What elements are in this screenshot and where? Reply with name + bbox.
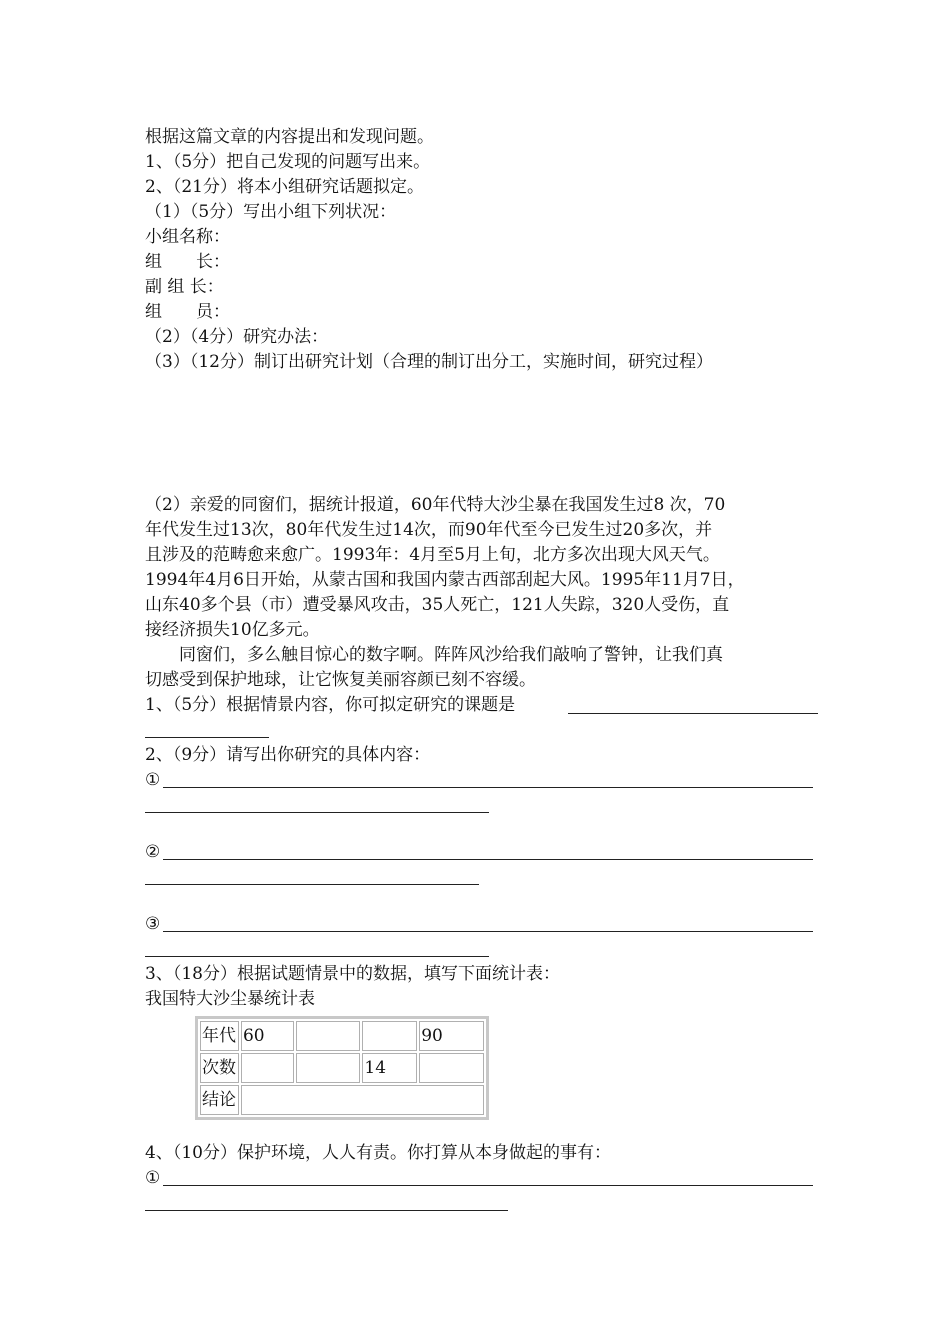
table-cell[interactable] bbox=[296, 1053, 361, 1083]
question-2-3: （3）（12分）制订出研究计划（合理的制订出分工，实施时间，研究过程） bbox=[145, 352, 713, 372]
table-row-decade bbox=[200, 1021, 484, 1051]
table-row-count bbox=[200, 1053, 484, 1083]
table-cell[interactable] bbox=[419, 1053, 484, 1083]
content-answer-line-2-cont[interactable] bbox=[145, 884, 479, 885]
passage-line: 切感受到保护地球，让它恢复美丽容颜已刻不容缓。 bbox=[145, 670, 536, 690]
answer-marker-2: ② bbox=[145, 842, 161, 862]
passage-line: 接经济损失10亿多元。 bbox=[145, 620, 320, 640]
passage-line: （2）亲爱的同窗们，据统计报道，60年代特大沙尘暴在我国发生过8 次，70 bbox=[145, 495, 726, 515]
question-2-2: （2）（4分）研究办法： bbox=[145, 327, 329, 347]
passage-line: 山东40多个县（市）遭受暴风攻击，35人死亡，121人失踪，320人受伤，直 bbox=[145, 595, 730, 615]
research-content-question: 2、（9分）请写出你研究的具体内容： bbox=[145, 745, 431, 765]
members-label: 组 员： bbox=[145, 302, 230, 322]
statistics-question: 3、（18分）根据试题情景中的数据，填写下面统计表： bbox=[145, 964, 560, 984]
passage-line: 且涉及的范畴愈来愈广。1993年：4月至5月上旬，北方多次出现大风天气。 bbox=[145, 545, 720, 565]
table-cell[interactable]: 90 bbox=[419, 1021, 484, 1051]
table-row-conclusion bbox=[200, 1085, 484, 1115]
content-answer-line-3-cont[interactable] bbox=[145, 956, 489, 957]
table-cell[interactable] bbox=[362, 1021, 417, 1051]
vice-leader-label: 副 组 长： bbox=[145, 277, 224, 297]
group-name-label: 小组名称： bbox=[145, 227, 230, 247]
table-cell[interactable]: 60 bbox=[241, 1021, 294, 1051]
research-topic-question: 1、（5分）根据情景内容，你可拟定研究的课题是 bbox=[145, 695, 516, 715]
table-cell[interactable]: 14 bbox=[362, 1053, 417, 1083]
answer-marker-1: ① bbox=[145, 770, 161, 790]
leader-label: 组 长： bbox=[145, 252, 230, 272]
question-1: 1、（5分）把自己发现的问题写出来。 bbox=[145, 152, 431, 172]
row-header-count: 次数 bbox=[200, 1053, 239, 1083]
conclusion-cell[interactable] bbox=[241, 1085, 484, 1115]
answer-marker-3: ③ bbox=[145, 914, 161, 934]
question-2: 2、（21分）将本小组研究话题拟定。 bbox=[145, 177, 424, 197]
row-header-conclusion: 结论 bbox=[200, 1085, 239, 1115]
content-answer-line-2[interactable] bbox=[163, 859, 813, 860]
protection-question: 4、（10分）保护环境，人人有责。你打算从本身做起的事有： bbox=[145, 1143, 611, 1163]
passage-line: 年代发生过13次，80年代发生过14次，而90年代至今已发生过20多次，并 bbox=[145, 520, 713, 540]
passage-line: 同窗们，多么触目惊心的数字啊。阵阵风沙给我们敲响了警钟，让我们真 bbox=[145, 645, 723, 665]
passage-line: 1994年4月6日开始，从蒙古国和我国内蒙古西部刮起大风。1995年11月7日， bbox=[145, 570, 745, 590]
topic-answer-line[interactable] bbox=[568, 713, 818, 714]
sandstorm-stats-table bbox=[195, 1016, 489, 1120]
content-answer-line-1[interactable] bbox=[163, 787, 813, 788]
answer-marker-q4-1: ① bbox=[145, 1168, 161, 1188]
table-cell[interactable] bbox=[241, 1053, 294, 1083]
question-2-1: （1）（5分）写出小组下列状况： bbox=[145, 202, 397, 222]
table-title: 我国特大沙尘暴统计表 bbox=[145, 989, 315, 1009]
content-answer-line-1-cont[interactable] bbox=[145, 812, 489, 813]
intro-text: 根据这篇文章的内容提出和发现问题。 bbox=[145, 127, 434, 147]
protection-answer-line-1-cont[interactable] bbox=[145, 1210, 508, 1211]
content-answer-line-3[interactable] bbox=[163, 931, 813, 932]
topic-answer-line-cont[interactable] bbox=[145, 737, 269, 738]
table-cell[interactable] bbox=[296, 1021, 361, 1051]
row-header-decade: 年代 bbox=[200, 1021, 239, 1051]
protection-answer-line-1[interactable] bbox=[163, 1185, 813, 1186]
